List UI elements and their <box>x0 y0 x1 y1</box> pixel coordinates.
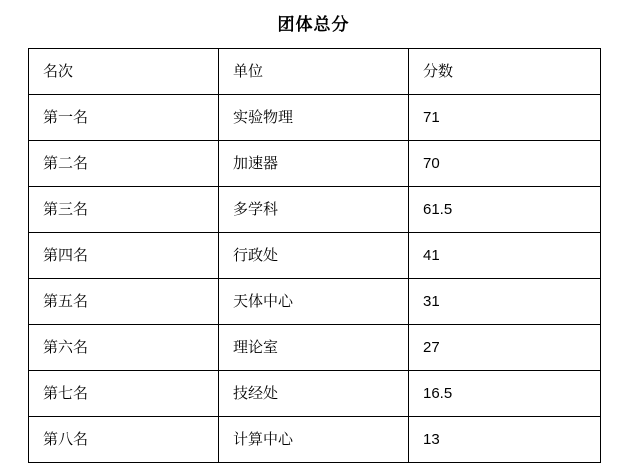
cell-unit: 实验物理 <box>219 95 409 141</box>
cell-unit: 加速器 <box>219 141 409 187</box>
score-table-container <box>28 48 600 463</box>
cell-rank: 第五名 <box>29 279 219 325</box>
column-header-score: 分数 <box>409 49 601 95</box>
table-row <box>29 187 601 233</box>
cell-score: 70 <box>409 141 601 187</box>
cell-rank: 第三名 <box>29 187 219 233</box>
cell-score: 41 <box>409 233 601 279</box>
cell-unit: 理论室 <box>219 325 409 371</box>
column-header-rank: 名次 <box>29 49 219 95</box>
cell-rank: 第二名 <box>29 141 219 187</box>
table-row <box>29 95 601 141</box>
table-row <box>29 325 601 371</box>
page-title: 团体总分 <box>277 15 350 34</box>
cell-rank: 第四名 <box>29 233 219 279</box>
cell-score: 13 <box>409 417 601 463</box>
cell-score: 71 <box>409 95 601 141</box>
cell-score: 61.5 <box>409 187 601 233</box>
column-header-unit: 单位 <box>219 49 409 95</box>
table-row <box>29 279 601 325</box>
cell-unit: 计算中心 <box>219 417 409 463</box>
cell-score: 31 <box>409 279 601 325</box>
cell-unit: 技经处 <box>219 371 409 417</box>
cell-rank: 第八名 <box>29 417 219 463</box>
table-row <box>29 371 601 417</box>
cell-rank: 第七名 <box>29 371 219 417</box>
team-total-score-table <box>28 48 601 463</box>
table-row <box>29 417 601 463</box>
cell-unit: 多学科 <box>219 187 409 233</box>
table-row <box>29 233 601 279</box>
cell-rank: 第一名 <box>29 95 219 141</box>
cell-score: 16.5 <box>409 371 601 417</box>
cell-score: 27 <box>409 325 601 371</box>
cell-unit: 行政处 <box>219 233 409 279</box>
cell-rank: 第六名 <box>29 325 219 371</box>
cell-unit: 天体中心 <box>219 279 409 325</box>
table-header-row <box>29 49 601 95</box>
table-row <box>29 141 601 187</box>
